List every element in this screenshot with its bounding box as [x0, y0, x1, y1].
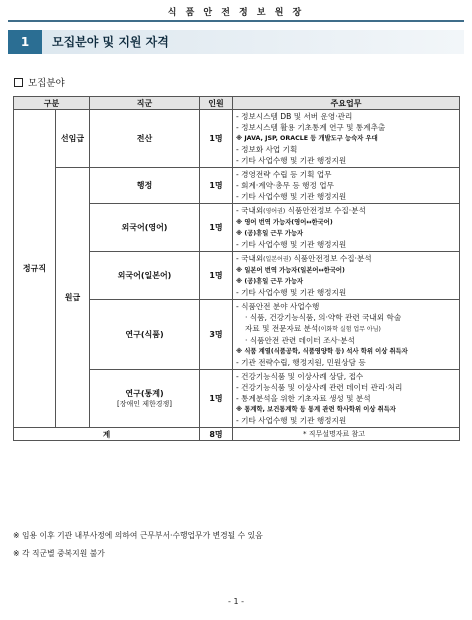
duty-text: 자료 및 전문자료 분석: [245, 324, 319, 333]
headcount: 1명: [200, 370, 233, 428]
headcount: 1명: [200, 204, 233, 252]
duty-line: - 기타 사업수행 및 기관 행정지원: [236, 288, 347, 297]
duty-note: ※ 식품 계열(식품공학, 식품영양학 등) 석사 학위 이상 취득자: [236, 348, 408, 355]
subheading: [14, 75, 65, 89]
header-job: 직군: [90, 97, 200, 110]
duty-text-small: (일본어권): [263, 256, 292, 263]
section-title: 모집분야 및 지원 자격: [52, 35, 169, 49]
duty-line: - 건강기능식품 및 이상사례 상담, 접수: [236, 372, 364, 381]
grade-senior: 선임급: [56, 110, 90, 168]
duties-cell: [233, 168, 460, 204]
headcount: 1명: [200, 168, 233, 204]
job-name-qualifier: [장애인 제한경쟁]: [116, 400, 173, 408]
duty-line: - 통계분석을 위한 기초자료 생성 및 분석: [236, 394, 371, 403]
duty-line: - 회계·계약·총무 등 행정 업무: [236, 181, 334, 190]
duty-line: - 식품안전 분야 사업수행: [236, 302, 320, 311]
duty-line: - 정보화 사업 기획: [236, 145, 298, 154]
duty-line: - 기타 사업수행 및 기관 행정지원: [236, 192, 347, 201]
table-row: [14, 168, 460, 204]
duty-line: - 기타 사업수행 및 기관 행정지원: [236, 240, 347, 249]
job-name: 연구(식품): [90, 300, 200, 370]
duty-text-small: (이화학 실험 업무 아님): [318, 326, 381, 333]
table-header-row: [14, 97, 460, 110]
job-name-line: 연구(통계): [125, 389, 164, 398]
duty-text: 식품안전정보 수집·분석: [285, 206, 366, 215]
header-duties: 주요업무: [233, 97, 460, 110]
header-category: 구분: [14, 97, 90, 110]
duty-note: ※ (공)휴일 근무 가능자: [236, 230, 304, 237]
document-header-title: 식 품 안 전 정 보 원 장: [167, 8, 305, 18]
duty-line: [236, 253, 456, 265]
duty-note: ※ 통계학, 보건통계학 등 통계 관련 학사학위 이상 취득자: [236, 406, 396, 413]
headcount: 1명: [200, 110, 233, 168]
job-name: 외국어(일본어): [90, 252, 200, 300]
duty-line: [236, 205, 456, 217]
duty-text-small: (영어권): [263, 208, 286, 215]
employment-type: 정규직: [14, 110, 56, 428]
duty-note: ※ JAVA, JSP, ORACLE 등 개발도구 능숙자 우대: [236, 135, 378, 142]
duty-line: - 기타 사업수행 및 기관 행정지원: [236, 416, 347, 425]
duty-note: ※ (공)휴일 근무 가능자: [236, 278, 304, 285]
page-number: - 1 -: [228, 597, 244, 606]
duty-line: · 식품안전 관련 데이터 조사·분석: [245, 336, 355, 345]
job-name: [90, 370, 200, 428]
duty-text: - 국내외: [236, 206, 264, 215]
total-count: 8명: [200, 428, 233, 441]
total-label: 계: [14, 428, 200, 441]
duty-line: - 기관 전략수립, 행정지원, 민원상담 등: [236, 358, 366, 367]
footnote: ※ 임용 이후 기관 내부사정에 의하여 근무부서·수행업무가 변경될 수 있음: [13, 531, 263, 540]
subheading-text: 모집분야: [28, 78, 65, 89]
duty-line: - 건강기능식품 및 이상사례 관련 데이터 관리·처리: [236, 383, 403, 392]
duty-text: - 국내외: [236, 254, 264, 263]
duty-line: - 정보시스템 DB 및 서버 운영·관리: [236, 112, 353, 121]
job-name: 전산: [90, 110, 200, 168]
total-note: * 직무설명자료 참고: [233, 428, 460, 441]
headcount: 3명: [200, 300, 233, 370]
duty-note: ※ 영어 번역 가능자(영어↔한국어): [236, 219, 333, 226]
duty-note: ※ 일본어 번역 가능자(일본어↔한국어): [236, 267, 345, 274]
duty-line: - 경영전략 수립 등 기획 업무: [236, 170, 332, 179]
duty-text: 식품안전정보 수집·분석: [291, 254, 372, 263]
section-heading: [8, 30, 464, 54]
duties-cell: [233, 204, 460, 252]
table-total-row: [14, 428, 460, 441]
duties-cell: [233, 370, 460, 428]
duty-line: [236, 323, 456, 335]
table-row: [14, 110, 460, 168]
checkbox-square-icon: [14, 78, 23, 87]
job-name: 행정: [90, 168, 200, 204]
duties-cell: [233, 300, 460, 370]
duty-line: · 식품, 건강기능식품, 의·약학 관련 국내외 학술: [245, 313, 402, 322]
header-rule: [8, 20, 464, 22]
duties-cell: [233, 252, 460, 300]
headcount: 1명: [200, 252, 233, 300]
section-number: 1: [8, 30, 42, 54]
duties-cell: [233, 110, 460, 168]
recruitment-table: [13, 96, 460, 441]
duty-line: - 정보시스템 활용 기초통계 연구 및 통계추출: [236, 123, 386, 132]
header-count: 인원: [200, 97, 233, 110]
job-name: 외국어(영어): [90, 204, 200, 252]
footnote: ※ 각 직군별 중복지원 불가: [13, 549, 105, 558]
duty-line: - 기타 사업수행 및 기관 행정지원: [236, 156, 347, 165]
grade-staff: 원급: [56, 168, 90, 428]
